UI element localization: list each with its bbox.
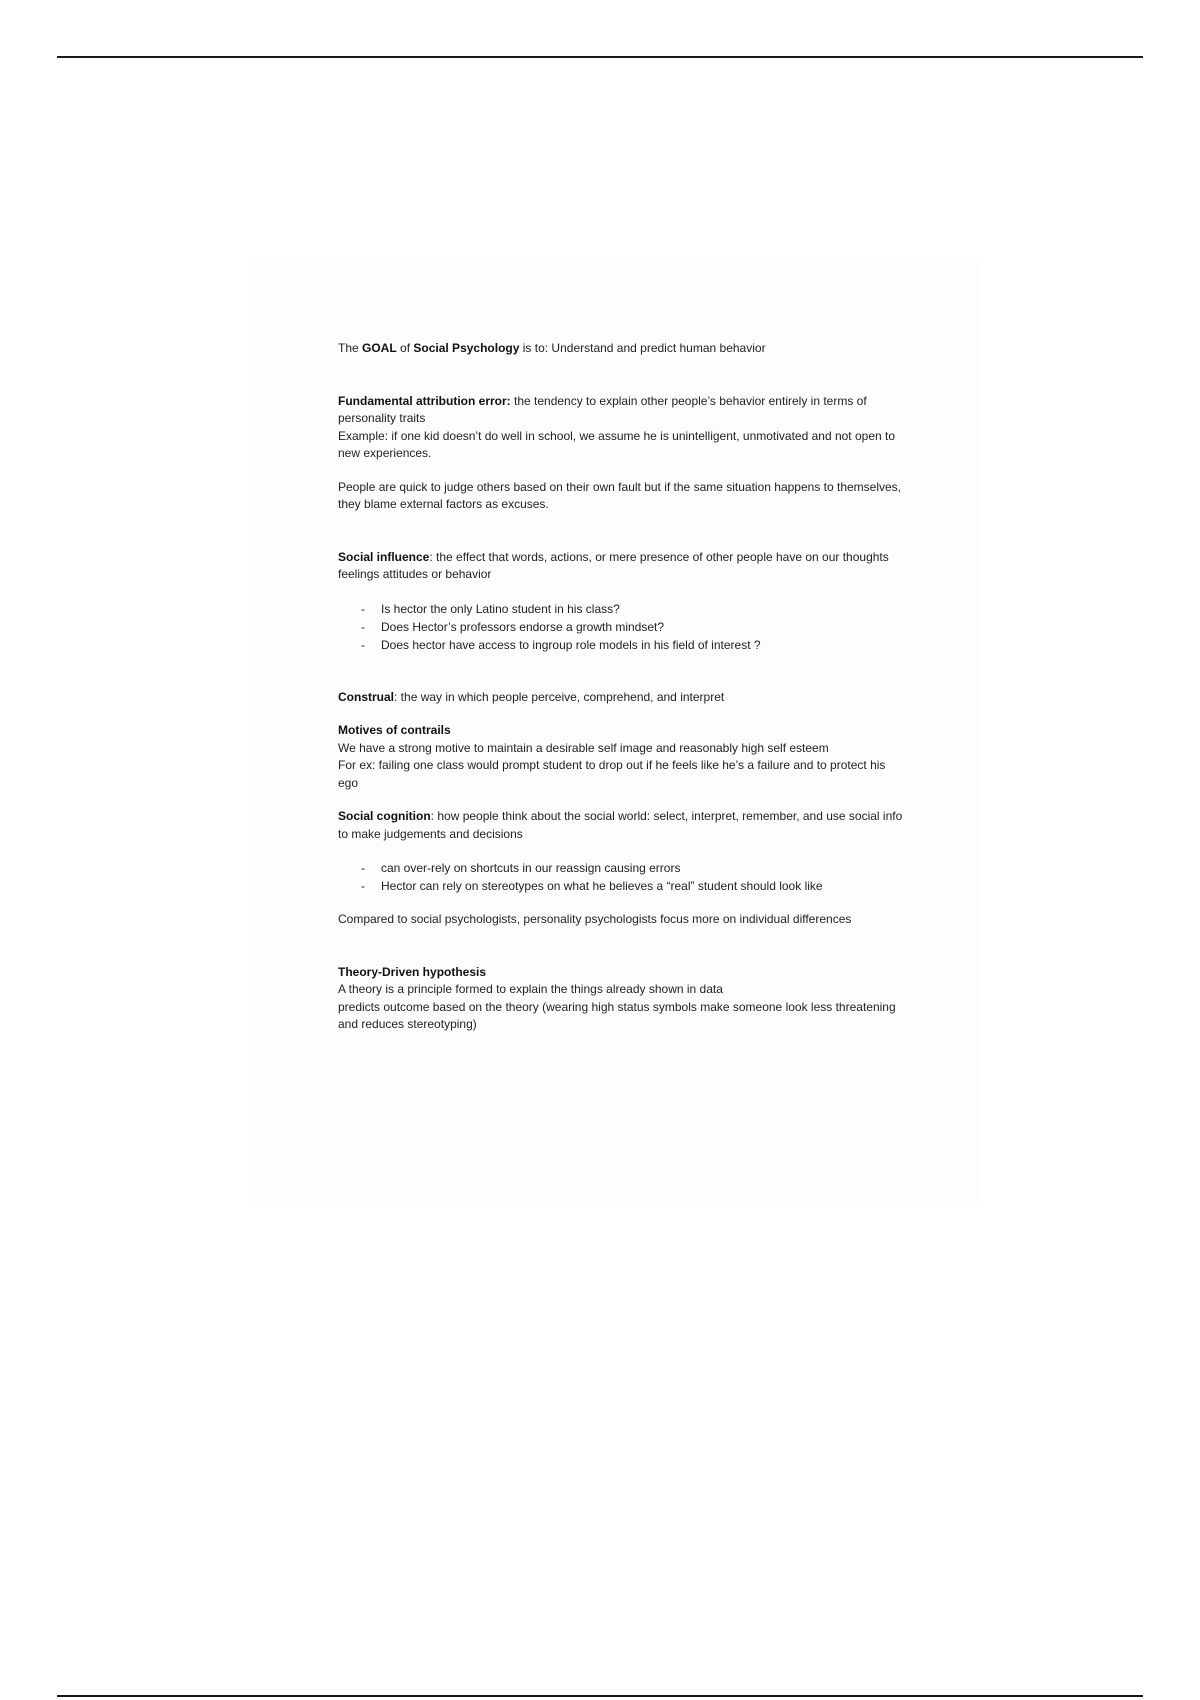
goal-pre: The: [338, 341, 363, 355]
list-item: - Does hector have access to ingroup role models in his field of interest ?: [361, 636, 908, 654]
social-cognition-def: : how people think about the social world: select, interpret, remember, and use social info to make judgements and decisions: [338, 809, 903, 841]
social-influence-definition: [338, 549, 908, 584]
construal-definition: [338, 689, 908, 707]
goal-line: [338, 340, 908, 358]
social-influence-def: : the effect that words, actions, or mere presence of other people have on our thoughts feelings attitudes or behavior: [338, 549, 889, 581]
spacer: [338, 792, 908, 808]
list-item: - Hector can rely on stereotypes on what he believes a “real” student should look like: [361, 877, 908, 895]
fae-example: Example: if one kid doesn’t do well in school, we assume he is unintelligent, unmotivated and not open to new experiences.: [338, 428, 896, 460]
construal-def: : the way in which people perceive, comprehend, and interpret: [394, 689, 725, 704]
spacer: [338, 843, 908, 859]
goal-keyword: GOAL: [362, 341, 397, 355]
theory-line-2: predicts outcome based on the theory (wearing high status symbols make someone look less threatening and reduces stereotyping): [338, 999, 896, 1031]
motives-line-1: We have a strong motive to maintain a desirable self image and reasonably high self esteem: [338, 740, 829, 755]
list-item: - can over-rely on shortcuts in our reassign causing errors: [361, 859, 908, 877]
spacer: [338, 706, 908, 722]
spacer: [338, 929, 908, 964]
motives-heading-text: Motives of contrails: [338, 723, 451, 737]
theory-heading-text: Theory-Driven hypothesis: [338, 964, 487, 979]
compared-paragraph: Compared to social psychologists, personality psychologists focus more on individual differences: [338, 912, 852, 926]
fae-term: Fundamental attribution error:: [338, 393, 511, 408]
fae-def: the tendency to explain other people’s behavior entirely in terms of personality traits: [338, 393, 867, 425]
theory-heading: [338, 964, 908, 982]
motives-line-2: For ex: failing one class would prompt student to drop out if he feels like he’s a failure and to protect his ego: [338, 758, 886, 790]
goal-subject: Social Psychology: [413, 341, 520, 355]
judge-paragraph: People are quick to judge others based on their own fault but if the same situation happens to themselves, they blame external factors as excuses.: [338, 479, 902, 511]
social-influence-list: [338, 600, 908, 654]
construal-term: Construal: [338, 689, 395, 704]
spacer: [338, 584, 908, 600]
spacer: [338, 463, 908, 479]
social-cognition-list: [338, 859, 908, 895]
document-body: [338, 340, 908, 1034]
list-item: - Is hector the only Latino student in his class?: [361, 600, 908, 618]
social-cognition-definition: [338, 808, 908, 843]
fae-definition: [338, 393, 908, 428]
social-cognition-term: Social cognition: [338, 809, 431, 823]
list-item: - Does Hector’s professors endorse a growth mindset?: [361, 618, 908, 636]
social-influence-term: Social influence: [338, 549, 430, 564]
goal-mid: of: [396, 341, 414, 355]
spacer: [338, 895, 908, 911]
motives-heading: [338, 722, 908, 740]
theory-line-1: A theory is a principle formed to explain the things already shown in data: [338, 982, 723, 996]
spacer: [338, 358, 908, 393]
spacer: [338, 654, 908, 689]
spacer: [338, 514, 908, 549]
top-rule: [57, 56, 1143, 58]
bottom-rule: [57, 1695, 1143, 1697]
goal-rest: is to: Understand and predict human behavior: [519, 341, 766, 355]
